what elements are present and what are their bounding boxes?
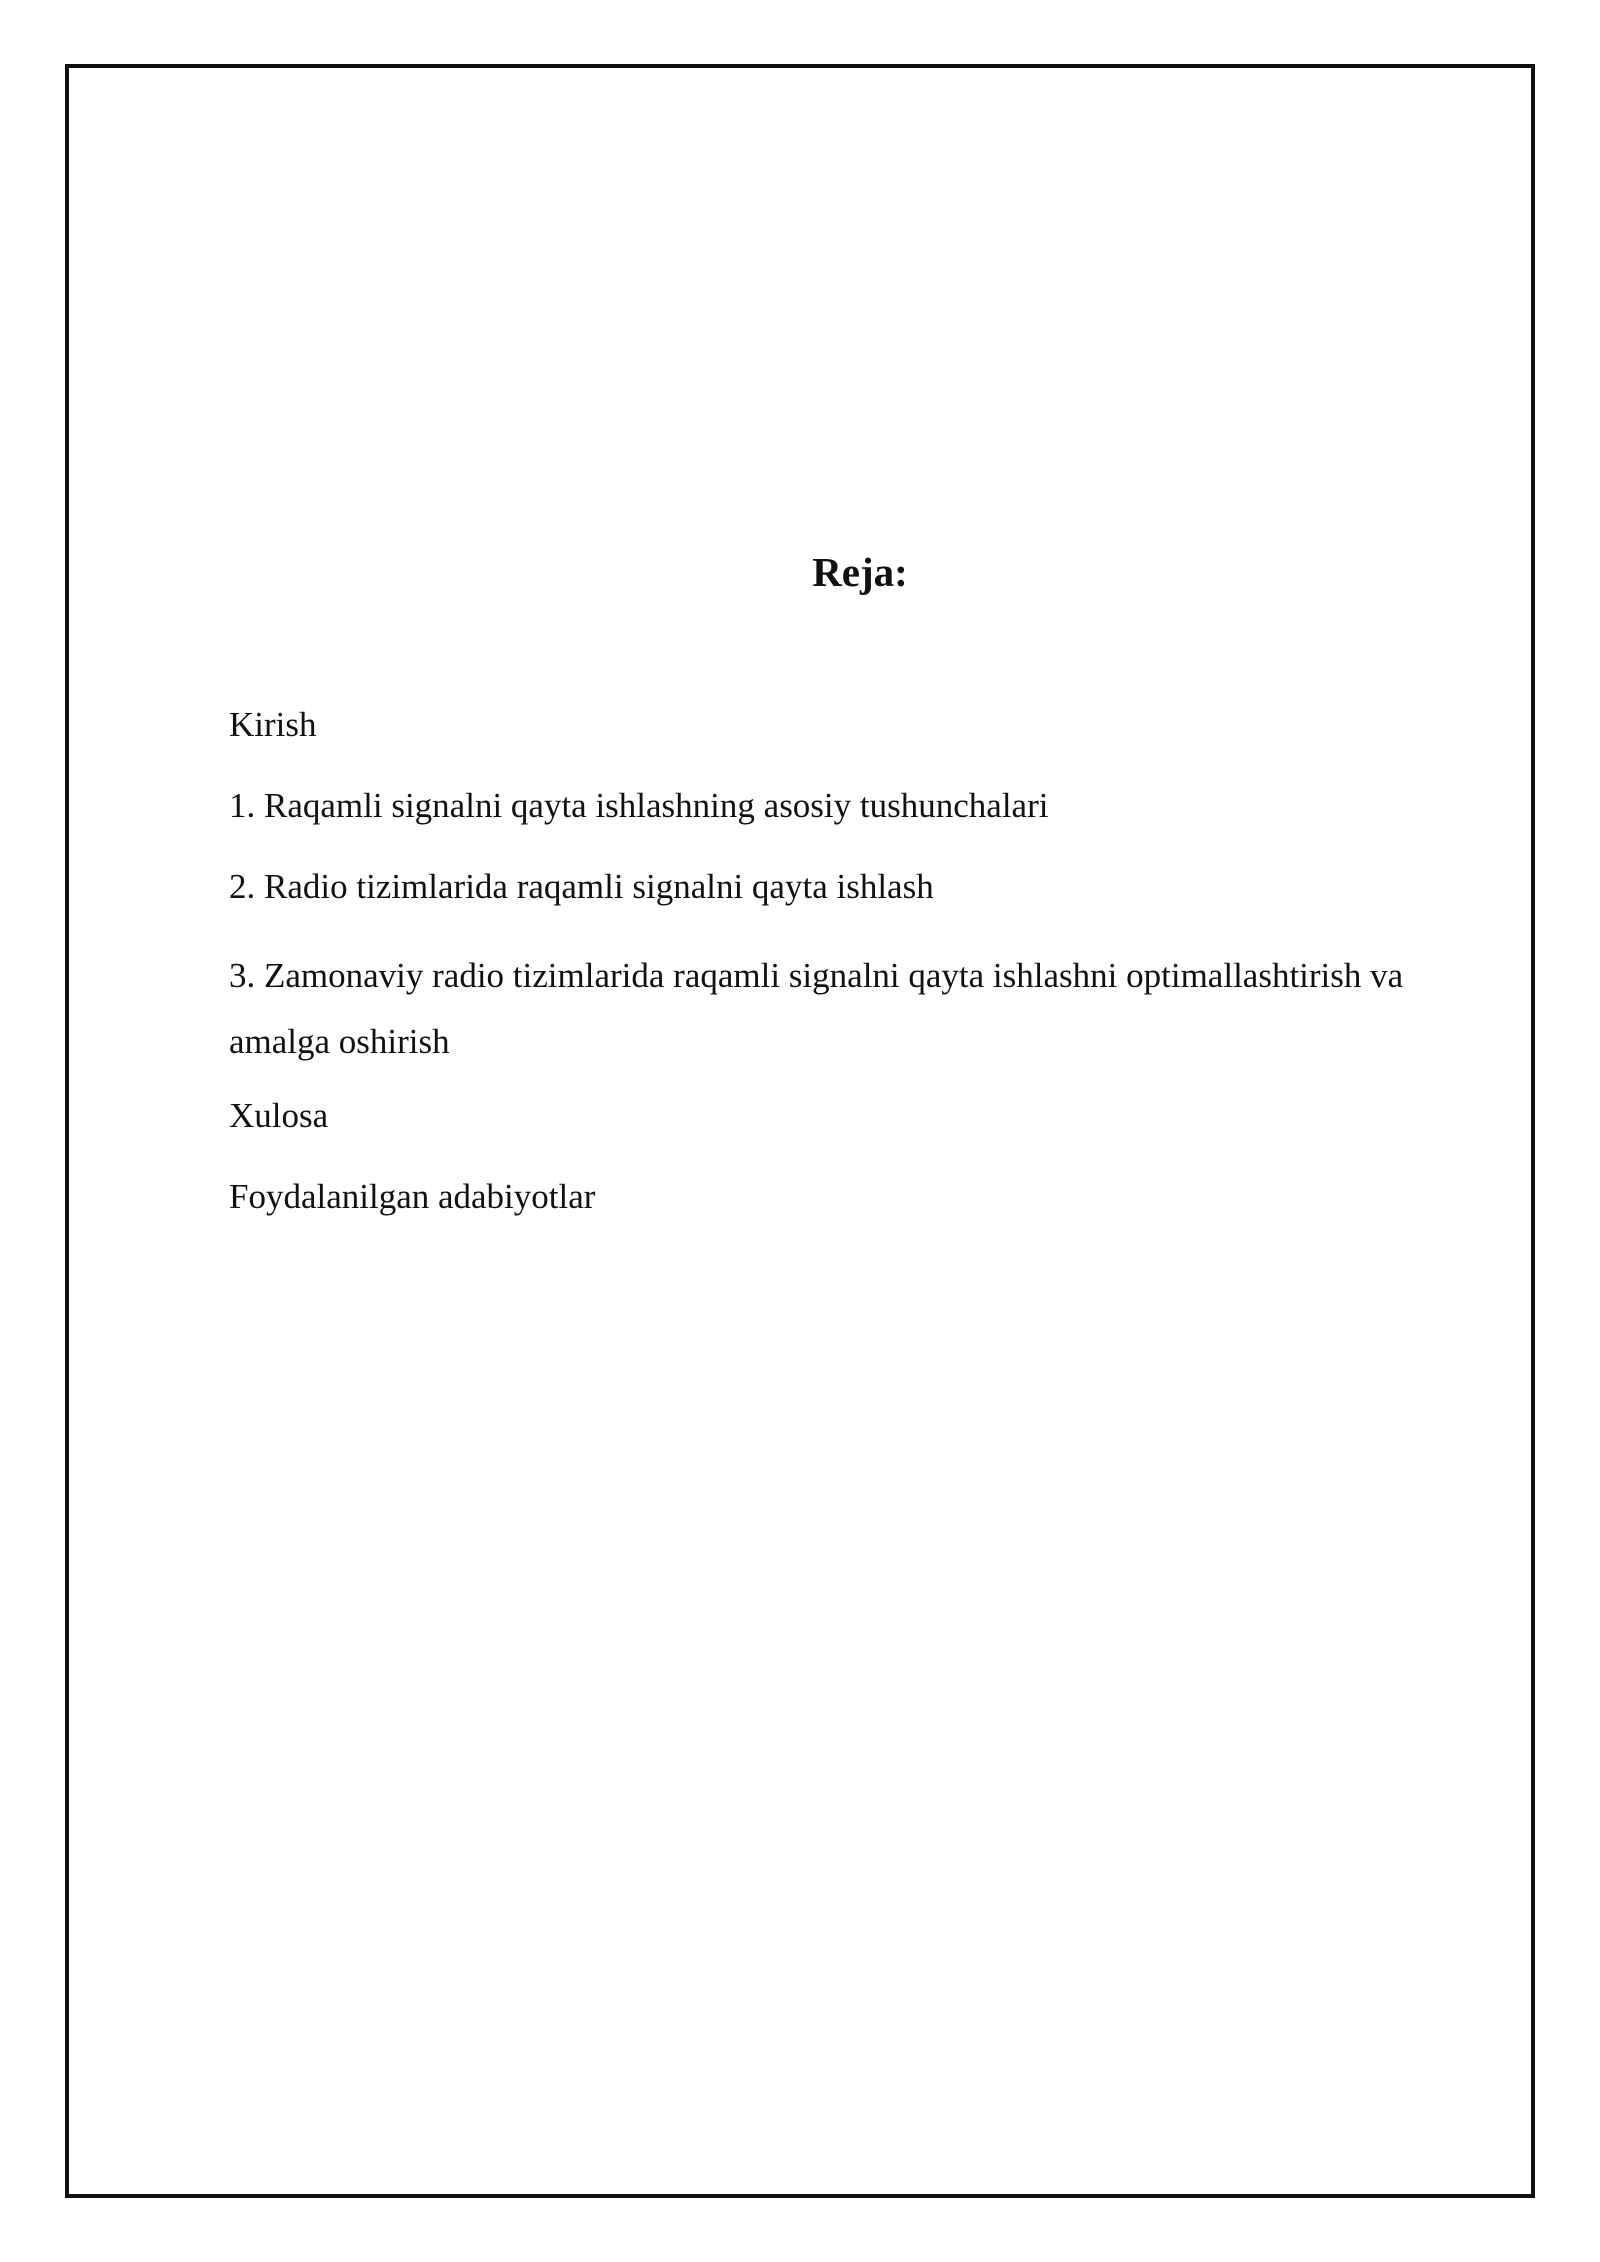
plan-item-conclusion: Xulosa — [229, 1096, 329, 1135]
plan-item-references: Foydalanilgan adabiyotlar — [229, 1177, 596, 1216]
plan-item-3: 3. Zamonaviy radio tizimlarida raqamli signalni qayta ishlashni optimallashtirish va amalga oshirish — [229, 956, 1404, 1061]
page-title: Reja: — [812, 549, 908, 595]
plan-item-1: 1. Raqamli signalni qayta ishlashning asosiy tushunchalari — [229, 786, 1049, 825]
plan-item-introduction: Kirish — [229, 705, 317, 744]
plan-list — [229, 700, 1469, 1253]
plan-item-2: 2. Radio tizimlarida raqamli signalni qayta ishlash — [229, 867, 934, 906]
